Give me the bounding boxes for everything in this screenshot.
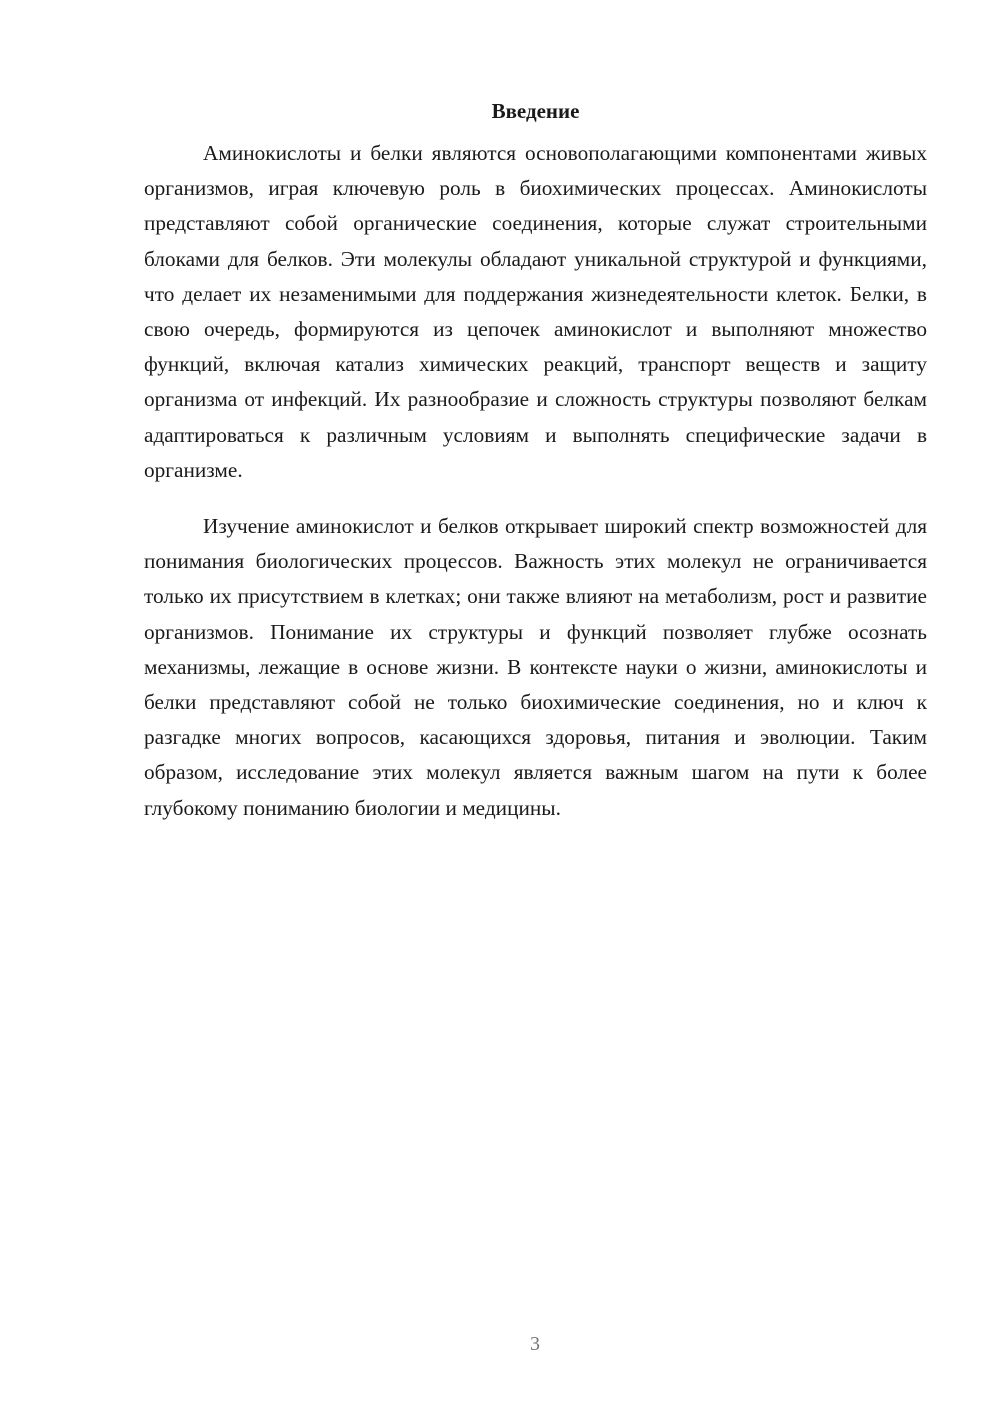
document-body xyxy=(144,94,927,826)
paragraph-2: Изучение аминокислот и белков открывает широкий спектр возможностей для понимания биологических процессов. Важность этих молекул не ограничивается только их присутствием в клетках; они также влияют на метаболизм, рост и развитие организмов. Понимание их структуры и функций позволяет глубже осознать механизмы, лежащие в основе жизни. В контексте науки о жизни, аминокислоты и белки представляют собой не только биохимические соединения, но и ключ к разгадке многих вопросов, касающихся здоровья, питания и эволюции. Таким образом, исследование этих молекул является важным шагом на пути к более глубокому пониманию биологии и медицины. xyxy=(144,514,927,820)
section-title: Введение xyxy=(491,99,580,123)
paragraph-1: Аминокислоты и белки являются основополагающими компонентами живых организмов, играя ключевую роль в биохимических процессах. Аминокислоты представляют собой органические соединения, которые служат строительными блоками для белков. Эти молекулы обладают уникальной структурой и функциями, что делает их незаменимыми для поддержания жизнедеятельности клеток. Белки, в свою очередь, формируются из цепочек аминокислот и выполняют множество функций, включая катализ химических реакций, транспорт веществ и защиту организма от инфекций. Их разнообразие и сложность структуры позволяют белкам адаптироваться к различным условиям и выполнять специфические задачи в организме. xyxy=(144,141,927,482)
page-number: 3 xyxy=(530,1333,540,1355)
